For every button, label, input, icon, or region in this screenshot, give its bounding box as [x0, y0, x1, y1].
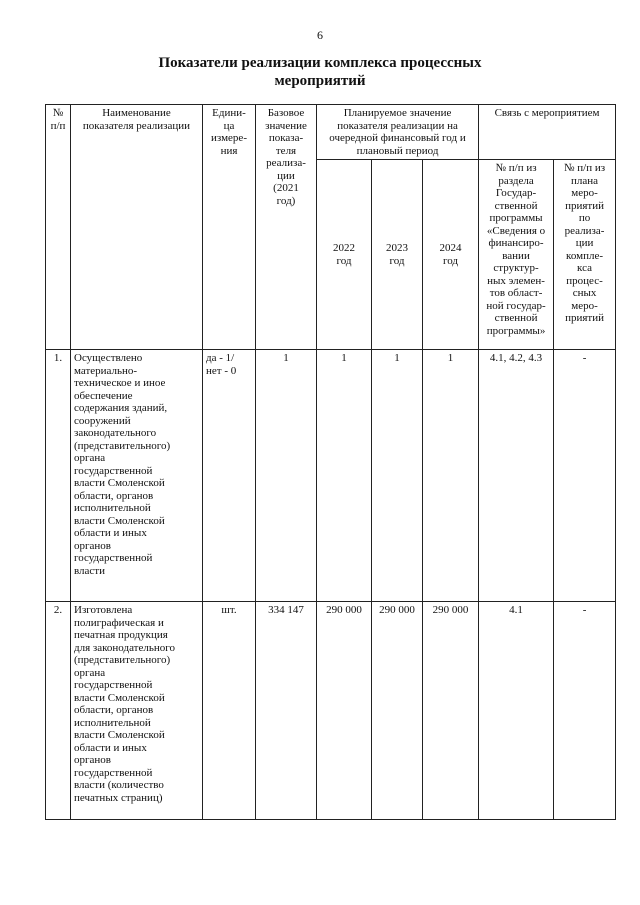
row-name: Изготовлена полиграфическая и печатная продукция для законодательного (представительного) органа государственной власти Смоленской области, органов исполнительной власти Смоленской области и иных органов государственной власти (количество печатных страниц)	[71, 602, 203, 820]
header-link-plan: № п/п из плана меро- приятий по реализа- ции компле- кса процес- сных меро- приятий	[554, 160, 616, 350]
row-unit: шт.	[203, 602, 256, 820]
row-2022: 290 000	[317, 602, 372, 820]
title-line-1: Показатели реализации комплекса процессных	[158, 55, 482, 71]
row-2024: 290 000	[423, 602, 479, 820]
table-row	[46, 350, 616, 602]
row-base: 334 147	[256, 602, 317, 820]
row-link-gp: 4.1, 4.2, 4.3	[479, 350, 554, 602]
header-year-2022: 2022 год	[317, 160, 372, 350]
row-2024: 1	[423, 350, 479, 602]
header-year-2023: 2023 год	[372, 160, 423, 350]
header-unit: Едини- ца измере- ния	[203, 105, 256, 350]
row-name: Осуществлено материально- техническое и иное обеспечение содержания зданий, сооружений законодательного (представительного) органа государственной власти Смоленской области, органов исполнительной власти Смоленской области и иных органов государственной власти	[71, 350, 203, 602]
row-2023: 290 000	[372, 602, 423, 820]
page-number: 6	[317, 28, 323, 42]
row-num: 1.	[46, 350, 71, 602]
row-unit: да - 1/ нет - 0	[203, 350, 256, 602]
header-link: Связь с мероприятием	[479, 105, 616, 160]
header-num: № п/п	[46, 105, 71, 350]
row-2022: 1	[317, 350, 372, 602]
row-link-plan: -	[554, 350, 616, 602]
header-base: Базовое значение показа- теля реализа- ции (2021 год)	[256, 105, 317, 350]
header-name: Наименование показателя реализации	[71, 105, 203, 350]
header-year-2024: 2024 год	[423, 160, 479, 350]
title-line-2: мероприятий	[274, 73, 366, 89]
row-base: 1	[256, 350, 317, 602]
header-link-gp: № п/п из раздела Государ- ственной программы «Сведения о финансиро- вании структур- ных элемен- тов област- ной государ- ственной программы»	[479, 160, 554, 350]
row-link-plan: -	[554, 602, 616, 820]
header-planned: Планируемое значение показателя реализации на очередной финансовый год и плановый период	[317, 105, 479, 160]
row-link-gp: 4.1	[479, 602, 554, 820]
page-title	[0, 54, 640, 90]
indicators-table	[45, 104, 616, 820]
row-2023: 1	[372, 350, 423, 602]
table-row	[46, 602, 616, 820]
row-num: 2.	[46, 602, 71, 820]
